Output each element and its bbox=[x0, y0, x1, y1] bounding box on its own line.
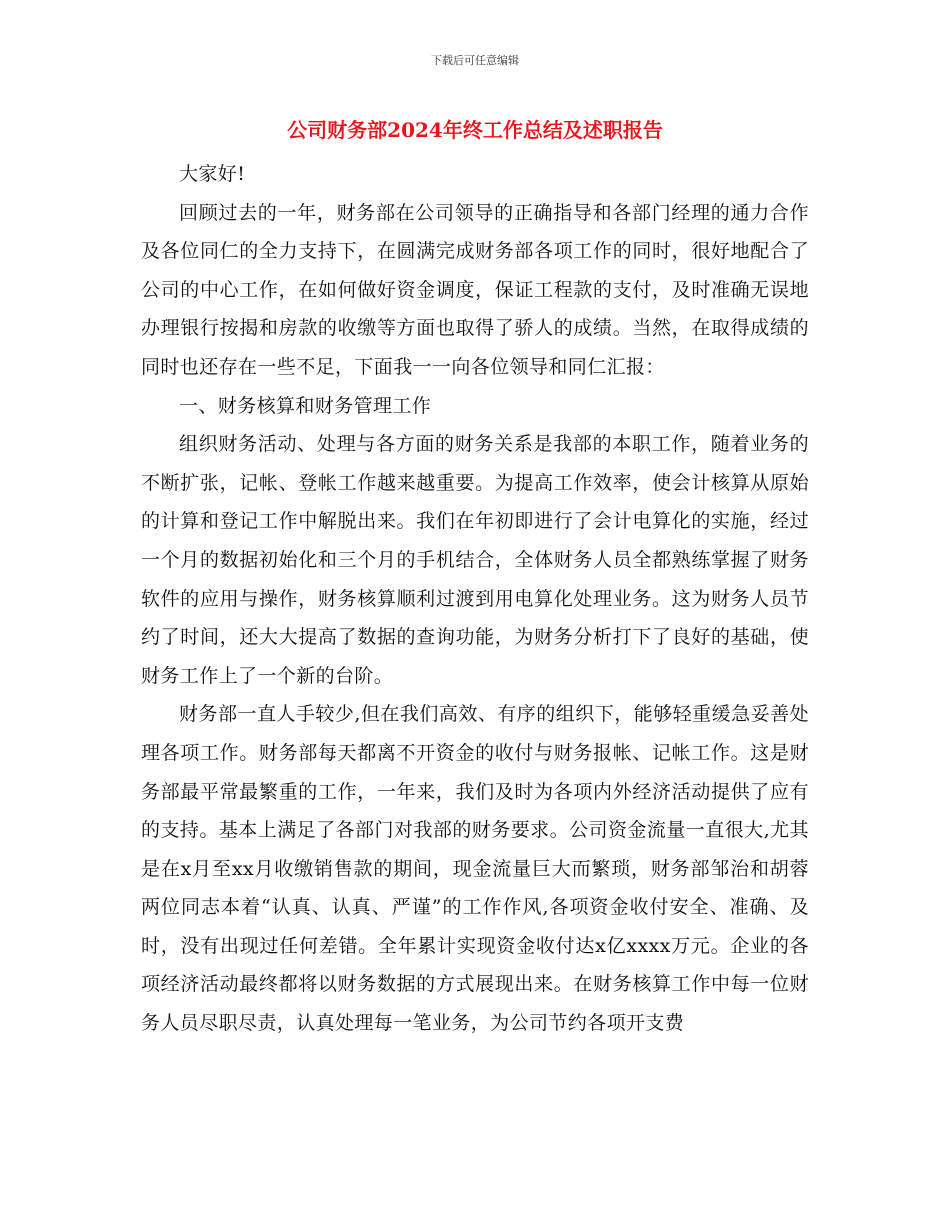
document-title: 公司财务部2024年终工作总结及述职报告 bbox=[287, 118, 663, 142]
section-heading: 一、财务核算和财务管理工作 bbox=[179, 394, 432, 417]
header-note: 下载后可任意编辑 bbox=[431, 54, 519, 67]
body-paragraph: 财务部一直人手较少,但在我们高效、有序的组织下，能够轻重缓急妥善处理各项工作。财务部每天都离不开资金的收付与财务报帐、记帐工作。这是财务部最平常最繁重的工作，一年来，我们及时为各项内外经济活动提供了应有的支持。基本上满足了各部门对我部的财务要求。公司资金流量一直很大,尤其是在x月至xx月收缴销售款的期间，现金流量巨大而繁琐，财务部邹治和胡蓉两位同志本着“认真、认真、严谨”的工作作风,各项资金收付安全、准确、及时，没有出现过任何差错。全年累计实现资金收付达x亿xxxx万元。企业的各项经济活动最终都将以财务数据的方式展现出来。在财务核算工作中每一位财务人员尽职尽责，认真处理每一笔业务，为公司节约各项开支费 bbox=[141, 703, 809, 1035]
greeting-paragraph: 大家好! bbox=[179, 163, 246, 185]
body-paragraph: 组织财务活动、处理与各方面的财务关系是我部的本职工作，随着业务的不断扩张，记帐、登帐工作越来越重要。为提高工作效率，使会计核算从原始的计算和登记工作中解脱出来。我们在年初即进行了会计电算化的实施，经过一个月的数据初始化和三个月的手机结合，全体财务人员全都熟练掌握了财务软件的应用与操作，财务核算顺利过渡到用电算化处理业务。这为财务人员节约了时间，还大大提高了数据的查询功能，为财务分析打下了良好的基础，使财务工作上了一个新的台阶。 bbox=[141, 433, 809, 687]
document-body bbox=[141, 155, 809, 1043]
intro-paragraph: 回顾过去的一年，财务部在公司领导的正确指导和各部门经理的通力合作及各位同仁的全力支持下，在圆满完成财务部各项工作的同时，很好地配合了公司的中心工作，在如何做好资金调度，保证工程款的支付，及时准确无误地办理银行按揭和房款的收缴等方面也取得了骄人的成绩。当然，在取得成绩的同时也还存在一些不足，下面我一一向各位领导和同仁汇报： bbox=[141, 201, 809, 378]
